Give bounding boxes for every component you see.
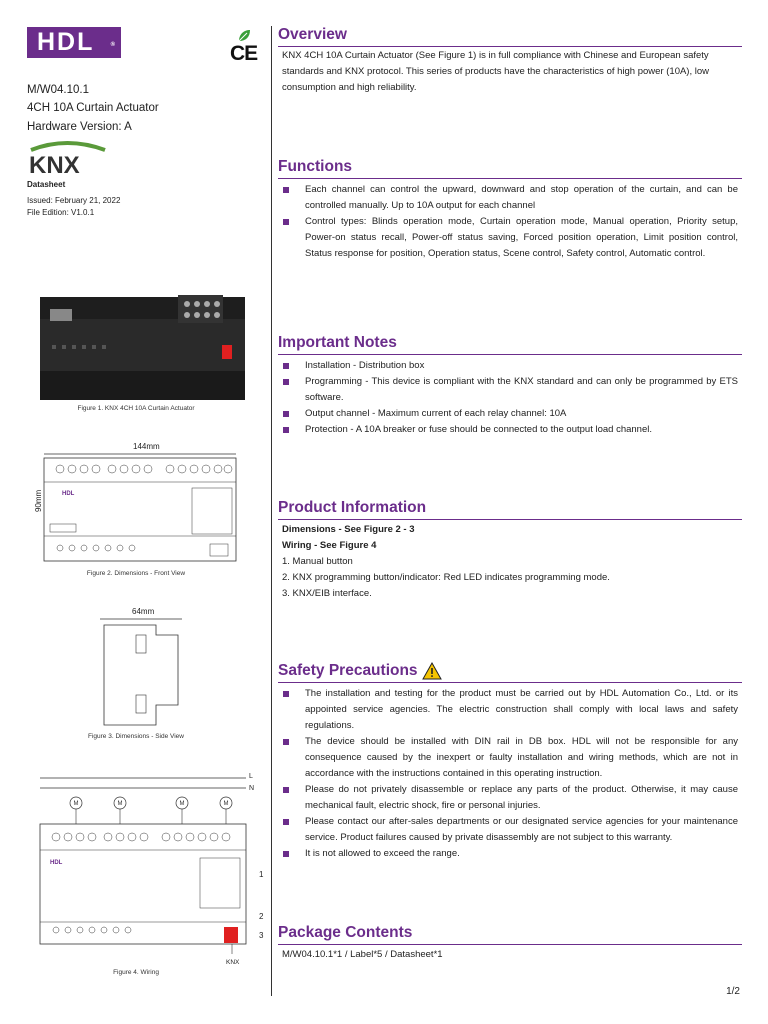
wiring-callout-3: 3: [259, 931, 264, 940]
fig3-width-label: 64mm: [132, 607, 155, 616]
motor-label-4: M: [223, 801, 229, 807]
info-line: 3. KNX/EIB interface.: [282, 588, 372, 599]
svg-text:HDL: HDL: [50, 860, 63, 866]
safety-list: [278, 683, 742, 862]
functions-list: [278, 179, 742, 262]
wiring-label-n: N: [249, 785, 255, 792]
fig2-height-label: 90mm: [34, 489, 43, 512]
wiring-ref: Wiring - See Figure 4: [282, 540, 377, 551]
figure-1-caption: Figure 1. KNX 4CH 10A Curtain Actuator: [77, 405, 195, 412]
figure-2-caption: Figure 2. Dimensions - Front View: [86, 570, 186, 577]
wiring-label-l: L: [249, 773, 253, 780]
warning-icon: [422, 662, 442, 680]
fig2-width-label: 144mm: [133, 442, 160, 451]
motor-label-2: M: [117, 801, 123, 807]
list-item: Please contact our after-sales departments or our designated service agencies for your maintenance service. Product failures caused by private disassembly are not subject to this warranty.: [278, 814, 742, 846]
product-information-title: Product Information: [278, 497, 742, 520]
list-item: Control types: Blinds operation mode, Curtain operation mode, Manual operation, Priority setup, Power-on status recall, Power-off status saving, Forced position operation, Limit position control, Status response for position, Operation status, Scene control, Safety control, Automatic control.: [278, 214, 742, 262]
page-number: 1/2: [726, 986, 740, 997]
list-item: Protection - A 10A breaker or fuse should be connected to the output load channel.: [278, 422, 742, 438]
list-item: Programming - This device is compliant with the KNX standard and can only be programmed by ETS software.: [278, 374, 742, 406]
hdl-logo: HDL ®: [27, 27, 121, 58]
wiring-knx-label: KNX: [226, 959, 240, 966]
motor-label-3: M: [179, 801, 185, 807]
overview-title: Overview: [278, 24, 742, 47]
issued-date: Issued: February 21, 2022: [27, 196, 121, 205]
model-number: M/W04.10.1: [27, 84, 89, 96]
package-contents-text: M/W04.10.1*1 / Label*5 / Datasheet*1: [282, 949, 443, 960]
wiring-callout-2: 2: [259, 912, 264, 921]
figure-4-caption: Figure 4. Wiring: [113, 969, 159, 976]
notes-list: [278, 355, 742, 438]
important-notes-title: Important Notes: [278, 332, 742, 355]
hardware-version: Hardware Version: A: [27, 121, 132, 133]
list-item: Installation - Distribution box: [278, 358, 742, 374]
column-divider: [271, 26, 272, 996]
datasheet-label: Datasheet: [27, 180, 66, 189]
knx-logo-icon: [27, 140, 111, 176]
motor-label-1: M: [73, 801, 79, 807]
left-column: [0, 0, 272, 1024]
list-item: Please do not privately disassemble or replace any parts of the product. Otherwise, it may cause mechanical fault, electric shock, fire or personal injuries.: [278, 782, 742, 814]
product-information-section: [278, 497, 742, 602]
file-edition: File Edition: V1.0.1: [27, 208, 95, 217]
overview-text: KNX 4CH 10A Curtain Actuator (See Figure 1) is in full compliance with Chinese and European safety standards and KNX protocol. This series of products have the characteristics of high power (10A), low consumption and high reliability.: [282, 50, 710, 93]
list-item: The device should be installed with DIN rail in DB box. HDL will not be responsible for any consequence caused by the inexpert or faulty installation and wiring methods, which are not in accordance with the instructions contained in this operating instruction.: [278, 734, 742, 782]
safety-title-text: Safety Precautions: [278, 662, 418, 679]
package-contents-title: Package Contents: [278, 922, 742, 945]
figure-3-caption: Figure 3. Dimensions - Side View: [88, 733, 184, 740]
overview-section: [278, 24, 742, 96]
ce-mark: CE: [230, 42, 258, 65]
list-item: Each channel can control the upward, downward and stop operation of the curtain, and can be controlled manually. Up to 10A output for each channel: [278, 182, 742, 214]
product-name: 4CH 10A Curtain Actuator: [27, 102, 159, 114]
info-line: 1. Manual button: [282, 556, 353, 567]
wiring-diagram: [36, 772, 255, 958]
functions-section: [278, 156, 742, 262]
important-notes-section: [278, 332, 742, 438]
list-item: Output channel - Maximum current of each relay channel: 10A: [278, 406, 742, 422]
safety-precautions-section: [278, 660, 742, 862]
front-view-drawing: [40, 450, 240, 565]
device-photo: [40, 293, 245, 400]
knx-logo-text: KNX: [29, 152, 80, 176]
safety-precautions-title: [278, 660, 742, 683]
side-view-drawing: [96, 615, 186, 730]
list-item: It is not allowed to exceed the range.: [278, 846, 742, 862]
dimensions-ref: Dimensions - See Figure 2 - 3: [282, 524, 415, 535]
list-item: The installation and testing for the product must be carried out by HDL Automation Co., Ltd. or its appointed service agencies. The electric construction shall comply with local laws and safety regulations.: [278, 686, 742, 734]
package-contents-section: [278, 922, 742, 963]
svg-text:HDL: HDL: [62, 491, 75, 497]
info-line: 2. KNX programming button/indicator: Red LED indicates programming mode.: [282, 572, 610, 583]
wiring-callout-1: 1: [259, 870, 264, 879]
functions-title: Functions: [278, 156, 742, 179]
